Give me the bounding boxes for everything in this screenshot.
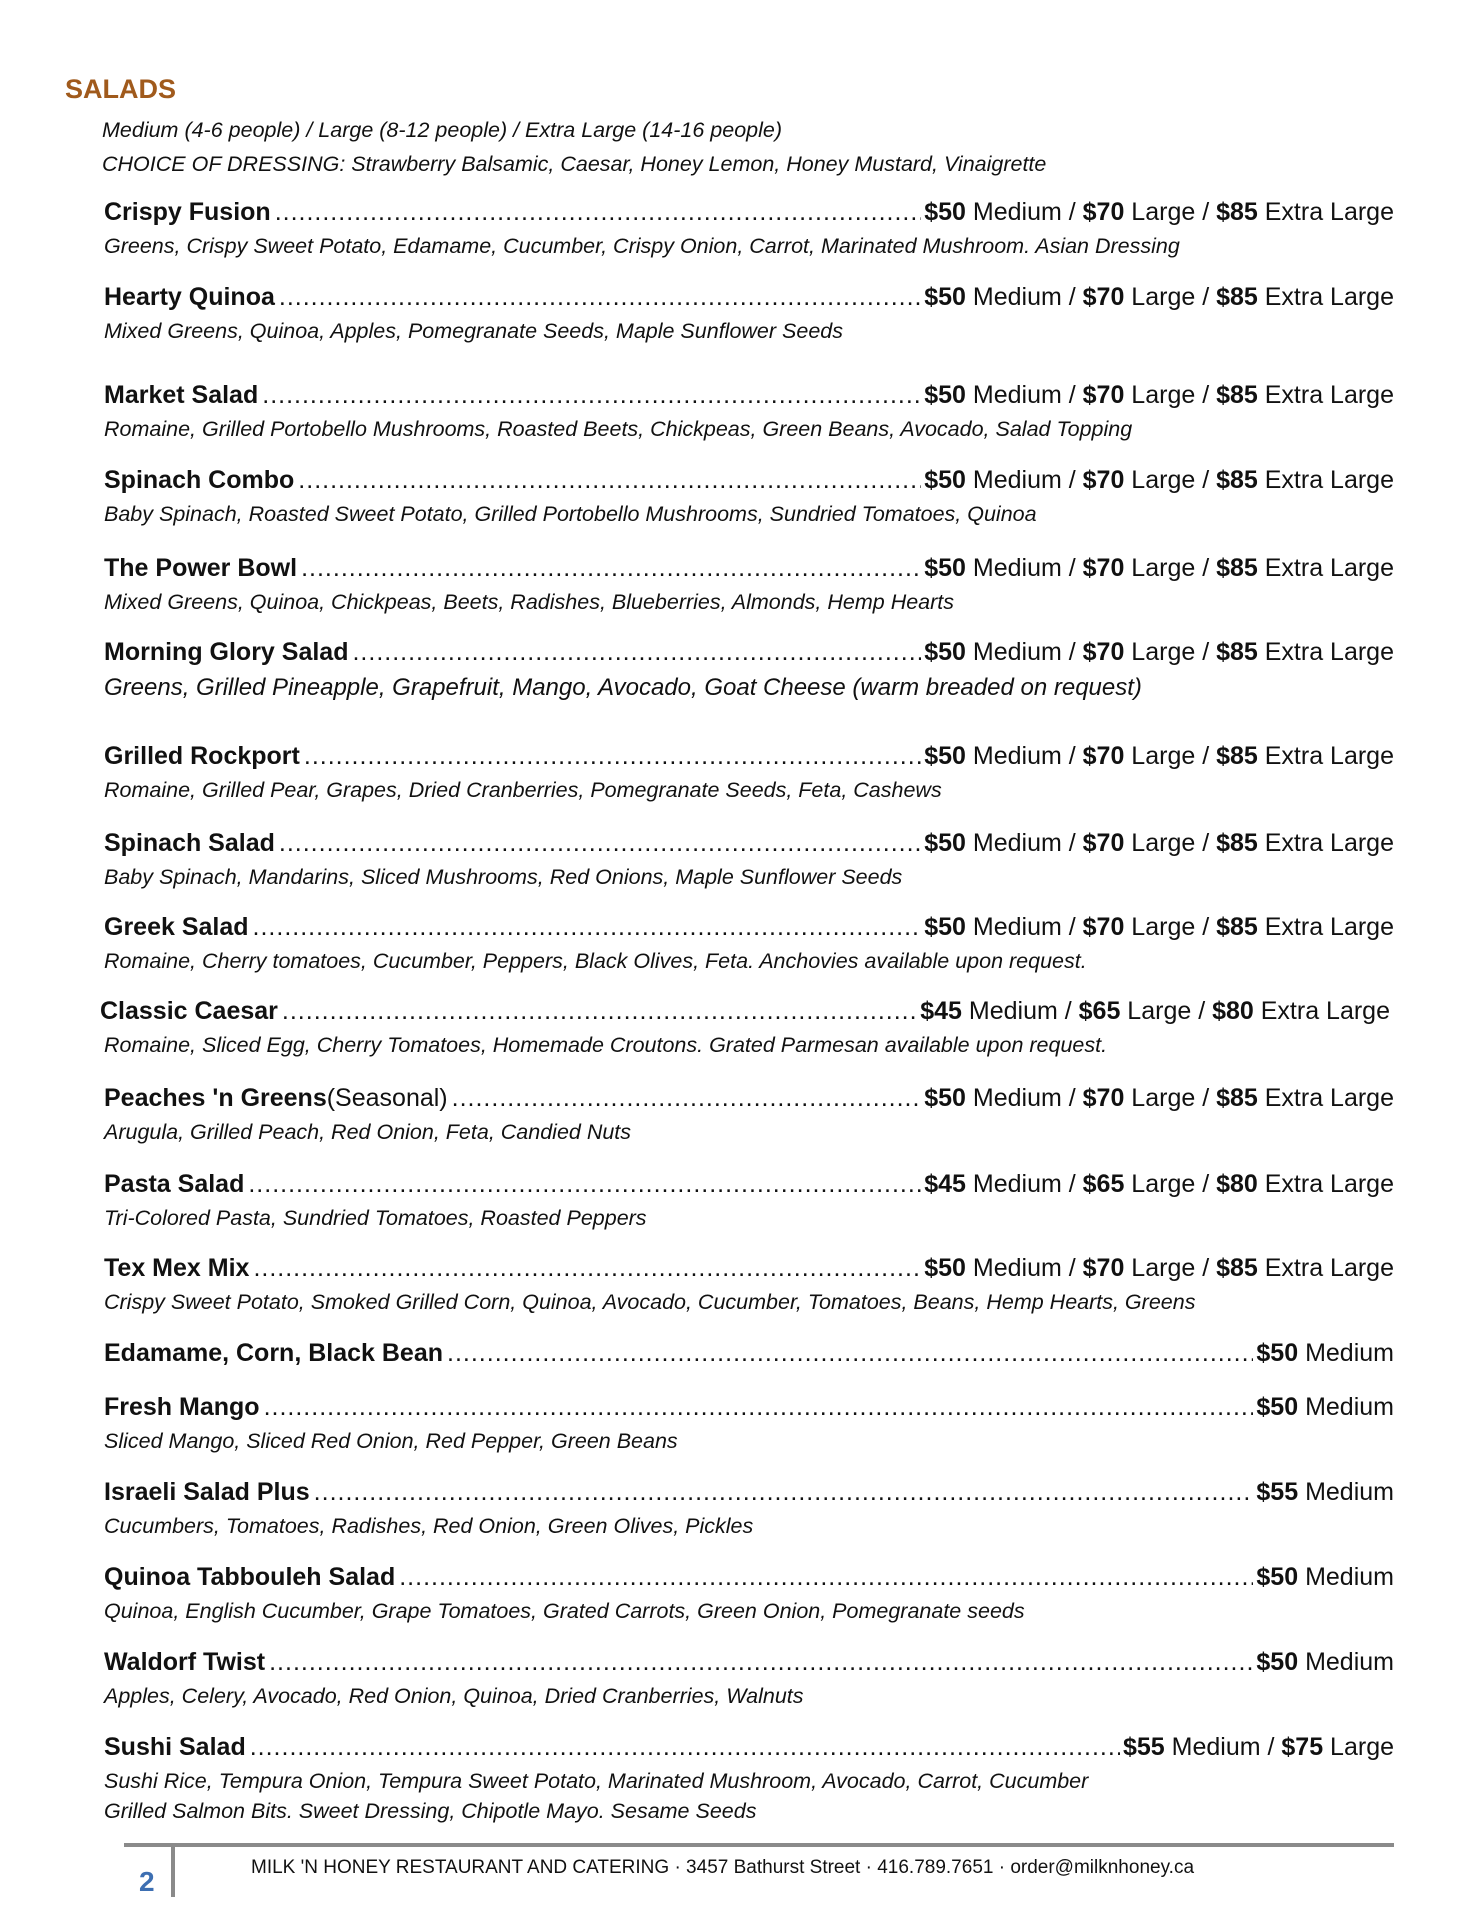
- item-name: Hearty Quinoa: [104, 283, 275, 311]
- menu-item: [104, 554, 1394, 617]
- footer-rule: [124, 1843, 1394, 1847]
- leader-dots: [250, 1733, 1120, 1762]
- item-price: $50 Medium / $70 Large / $85 Extra Large: [924, 1084, 1394, 1112]
- item-price: $50 Medium / $70 Large / $85 Extra Large: [924, 638, 1394, 666]
- item-name: Crispy Fusion: [104, 198, 271, 226]
- item-description: Mixed Greens, Quinoa, Apples, Pomegranate Seeds, Maple Sunflower Seeds: [104, 319, 843, 343]
- item-price: $50 Medium: [1256, 1648, 1394, 1676]
- leader-dots: [275, 198, 922, 227]
- item-description: Crispy Sweet Potato, Smoked Grilled Corn, Quinoa, Avocado, Cucumber, Tomatoes, Beans, Hemp Hearts, Greens: [104, 1290, 1196, 1314]
- item-name: The Power Bowl: [104, 554, 298, 582]
- leader-dots: [314, 1478, 1254, 1507]
- page-number: 2: [139, 1866, 155, 1897]
- menu-item: [104, 913, 1394, 976]
- item-price: $50 Medium / $70 Large / $85 Extra Large: [924, 283, 1394, 311]
- item-name: Pasta Salad: [104, 1170, 245, 1198]
- item-price: $55 Medium / $75 Large: [1122, 1733, 1394, 1761]
- leader-dots: [279, 283, 921, 312]
- item-price: $50 Medium: [1256, 1563, 1394, 1591]
- item-description: Romaine, Grilled Portobello Mushrooms, Roasted Beets, Chickpeas, Green Beans, Avocado, Salad Topping: [104, 417, 1133, 441]
- leader-dots: [282, 997, 917, 1026]
- menu-item: [104, 1563, 1394, 1626]
- item-name: Greek Salad: [104, 913, 249, 941]
- item-description: Baby Spinach, Roasted Sweet Potato, Grilled Portobello Mushrooms, Sundried Tomatoes, Quinoa: [104, 502, 1037, 526]
- item-description: Sliced Mango, Sliced Red Onion, Red Pepper, Green Beans: [104, 1429, 678, 1453]
- leader-dots: [447, 1339, 1253, 1368]
- item-price: $50 Medium: [1256, 1393, 1394, 1421]
- menu-item: [104, 829, 1394, 892]
- item-description: Greens, Crispy Sweet Potato, Edamame, Cucumber, Crispy Onion, Carrot, Marinated Mushroom. Asian Dressing: [104, 234, 1180, 258]
- item-description: Tri-Colored Pasta, Sundried Tomatoes, Roasted Peppers: [104, 1206, 647, 1230]
- item-name: Classic Caesar: [100, 997, 278, 1025]
- leader-dots: [304, 742, 921, 771]
- item-name: Quinoa Tabbouleh Salad: [104, 1563, 396, 1591]
- leader-dots: [452, 1084, 922, 1113]
- leader-dots: [269, 1648, 1253, 1677]
- item-name: Morning Glory Salad: [104, 638, 349, 666]
- footer-contact: MILK 'N HONEY RESTAURANT AND CATERING · 3457 Bathurst Street · 416.789.7651 · order@milknhoney.ca: [251, 1857, 1195, 1878]
- item-description: Romaine, Cherry tomatoes, Cucumber, Peppers, Black Olives, Feta. Anchovies available upon request.: [104, 949, 1087, 973]
- item-description: Greens, Grilled Pineapple, Grapefruit, Mango, Avocado, Goat Cheese (warm breaded on request): [104, 674, 1142, 701]
- menu-item: [104, 1339, 1394, 1368]
- item-name: Waldorf Twist: [104, 1648, 266, 1676]
- item-description: Arugula, Grilled Peach, Red Onion, Feta, Candied Nuts: [104, 1120, 632, 1144]
- menu-item: [104, 381, 1394, 444]
- menu-item: [104, 1733, 1394, 1826]
- item-description: Romaine, Sliced Egg, Cherry Tomatoes, Homemade Croutons. Grated Parmesan available upon request.: [104, 1033, 1108, 1057]
- leader-dots: [248, 1170, 921, 1199]
- item-name: Tex Mex Mix: [104, 1254, 250, 1282]
- item-description: Baby Spinach, Mandarins, Sliced Mushrooms, Red Onions, Maple Sunflower Seeds: [104, 865, 903, 889]
- menu-item: [104, 1648, 1394, 1711]
- item-price: $50 Medium / $70 Large / $85 Extra Large: [924, 466, 1394, 494]
- dressing-line: CHOICE OF DRESSING: Strawberry Balsamic, Caesar, Honey Lemon, Honey Mustard, Vinaigrette: [102, 152, 1047, 176]
- leader-dots: [262, 381, 921, 410]
- item-price: $50 Medium / $70 Large / $85 Extra Large: [924, 381, 1394, 409]
- leader-dots: [264, 1393, 1254, 1422]
- item-description: Apples, Celery, Avocado, Red Onion, Quinoa, Dried Cranberries, Walnuts: [104, 1684, 804, 1708]
- leader-dots: [298, 466, 921, 495]
- item-price: $50 Medium / $70 Large / $85 Extra Large: [924, 198, 1394, 226]
- item-description: Quinoa, English Cucumber, Grape Tomatoes, Grated Carrots, Green Onion, Pomegranate seeds: [104, 1599, 1025, 1623]
- item-price: $55 Medium: [1256, 1478, 1394, 1506]
- item-price: $45 Medium / $65 Large / $80 Extra Large: [920, 997, 1390, 1025]
- menu-item: [104, 283, 1394, 346]
- leader-dots: [399, 1563, 1253, 1592]
- item-name: Spinach Combo: [104, 466, 295, 494]
- item-description: Mixed Greens, Quinoa, Chickpeas, Beets, Radishes, Blueberries, Almonds, Hemp Hearts: [104, 590, 955, 614]
- section-title: SALADS: [65, 74, 177, 104]
- item-price: $50 Medium / $70 Large / $85 Extra Large: [924, 742, 1394, 770]
- item-price: $50 Medium / $70 Large / $85 Extra Large: [924, 554, 1394, 582]
- menu-item: [104, 1393, 1394, 1456]
- item-note: (Seasonal): [326, 1084, 448, 1112]
- item-description: Romaine, Grilled Pear, Grapes, Dried Cranberries, Pomegranate Seeds, Feta, Cashews: [104, 778, 942, 802]
- leader-dots: [301, 554, 921, 583]
- menu-item: [104, 638, 1394, 703]
- item-name: Peaches 'n Greens: [104, 1084, 327, 1112]
- leader-dots: [352, 638, 921, 667]
- menu-item: [104, 1084, 1394, 1147]
- menu-item: [100, 997, 1390, 1060]
- item-price: $45 Medium / $65 Large / $80 Extra Large: [924, 1170, 1394, 1198]
- item-name: Grilled Rockport: [104, 742, 300, 770]
- menu-item: [104, 1254, 1394, 1317]
- leader-dots: [279, 829, 921, 858]
- item-price: $50 Medium / $70 Large / $85 Extra Large: [924, 829, 1394, 857]
- menu-item: [104, 1170, 1394, 1233]
- item-name: Edamame, Corn, Black Bean: [104, 1339, 444, 1367]
- item-price: $50 Medium: [1256, 1339, 1394, 1367]
- footer-divider: [171, 1847, 175, 1897]
- item-name: Market Salad: [104, 381, 259, 409]
- item-price: $50 Medium / $70 Large / $85 Extra Large: [924, 913, 1394, 941]
- menu-item: [104, 466, 1394, 529]
- item-name: Sushi Salad: [104, 1733, 246, 1761]
- menu-item: [104, 198, 1394, 261]
- leader-dots: [253, 1254, 921, 1283]
- item-name: Spinach Salad: [104, 829, 275, 857]
- item-description: Sushi Rice, Tempura Onion, Tempura Sweet Potato, Marinated Mushroom, Avocado, Carrot, Cucumber: [104, 1769, 1089, 1793]
- menu-item: [104, 1478, 1394, 1541]
- menu-item: [104, 742, 1394, 805]
- sizes-line: Medium (4-6 people) / Large (8-12 people) / Extra Large (14-16 people): [102, 118, 783, 142]
- item-description: Cucumbers, Tomatoes, Radishes, Red Onion, Green Olives, Pickles: [104, 1514, 754, 1538]
- leader-dots: [253, 913, 922, 942]
- item-description-line-2: Grilled Salmon Bits. Sweet Dressing, Chipotle Mayo. Sesame Seeds: [104, 1799, 757, 1823]
- item-name: Fresh Mango: [104, 1393, 260, 1421]
- item-name: Israeli Salad Plus: [104, 1478, 310, 1506]
- item-price: $50 Medium / $70 Large / $85 Extra Large: [924, 1254, 1394, 1282]
